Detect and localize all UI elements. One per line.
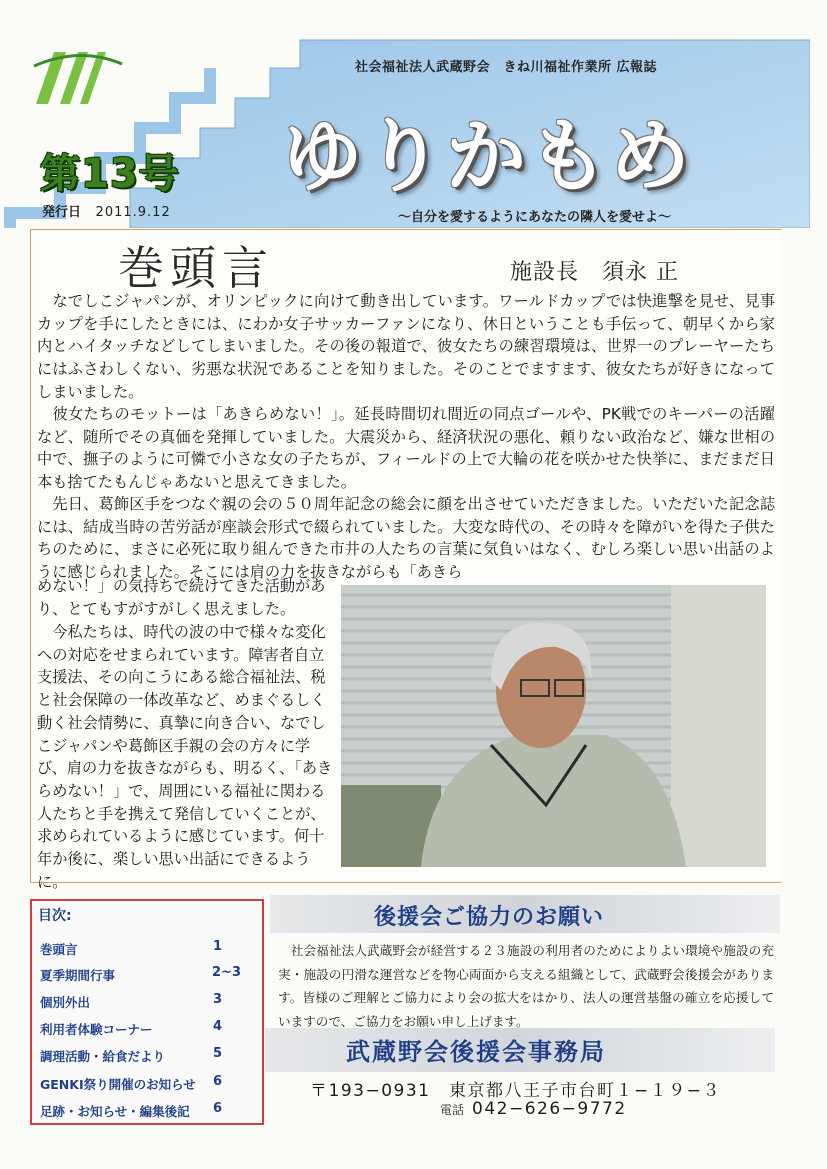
toc-item-label: 足跡・お知らせ・編集後記 [40, 1104, 190, 1119]
office-address: 〒193−0931 東京都八王子市台町１−１９−３ [310, 1081, 721, 1101]
toc-item-page: 3 [213, 992, 223, 1007]
article-author: 施設長 須永 正 [510, 260, 679, 285]
article-heading: 巻頭言 [118, 241, 274, 295]
toc-item-label: 利用者体験コーナー [40, 1022, 153, 1037]
toc-item-page: 6 [213, 1074, 223, 1089]
phone-label: 電話 [440, 1103, 465, 1117]
article-paragraph: 今私たちは、時代の波の中で様々な変化への対応をせまられています。障害者自立支援法、その向こうにある総合福祉法、税と社会保障の一体改革など、めまぐるしく動く社会情勢に、真摯に向き合い、なでしこジャパンや葛飾区手親の会の方々に学び、肩の力を抜きながらも、明るく、「あきらめない！」で、周囲にいる福祉に関わる人たちと手を携えて発信していくことが、求められているように感じています。何十年か後に、楽しい思い出話にできるように。 [37, 623, 333, 891]
newsletter-motto: ～自分を愛するようにあなたの隣人を愛せよ～ [398, 210, 672, 225]
article-paragraph: めない！」の気持ちで続けてきた活動があり、とてもすがすがしく思えました。 [37, 577, 326, 618]
article-paragraph: 先日、葛飾区手をつなぐ親の会の５０周年記念の総会に顔を出させていただきました。いただいた記念誌には、結成当時の苦労話が座談会形式で綴られていました。大変な時代の、その時々を障がいを得た子供たちのために、まさに必死に取り組んできた市井の人たちの言葉に気負いはなく、むしろ楽しい思い出話のように感じられました。そこには肩の力を抜きながらも「あきら [37, 495, 775, 582]
issue-number: 第13号 [40, 151, 180, 197]
speaker-photo [341, 585, 766, 867]
toc-item-label: 個別外出 [40, 995, 91, 1010]
toc-item[interactable] [40, 1047, 165, 1065]
article-paragraph: 彼女たちのモットーは「あきらめない！」。延長時間切れ間近の同点ゴールや、PK戦でのキーパーの活躍など、随所でその真価を発揮していました。大震災から、経済状況の悪化、頼りない政治など、嫌な世相の中で、撫子のように可憐で小さな女の子たちが、フィールドの上で大輪の花を咲かせた快挙に、まだまだ日本も捨てたもんじゃあないと思えてきました。 [37, 405, 775, 492]
toc-item-page: 4 [213, 1019, 223, 1034]
issue-date-label: 発行日 [42, 205, 82, 220]
article-paragraph: なでしこジャパンが、オリンピックに向けて動き出しています。ワールドカップでは快進撃を見せ、見事カップを手にしたときには、にわか女子サッカーファンになり、休日ということも手伝って、朝早くから家内とハイタッチなどしてしまいました。その後の報道で、彼女たちの練習環境は、世界一のプレーヤーたちにはふさわしくない、劣悪な状況であることを知りました。そのことでますます、彼女たちが好きになってしまいました。 [37, 292, 775, 401]
toc-item-label: 巻頭言 [40, 942, 78, 957]
newsletter-title: ゆりかもめ [282, 110, 692, 203]
toc-item-page: 1 [213, 939, 223, 954]
toc-item-label: 調理活動・給食だより [40, 1049, 166, 1064]
toc-item[interactable] [40, 1075, 196, 1093]
toc-item-page: 2~3 [212, 965, 241, 980]
toc-item[interactable] [40, 1102, 190, 1120]
support-description: 社会福祉法人武蔵野会が経営する２３施設の利用者のためによりよい環境や施設の充実・施設の円滑な運営などを物心両面から支える組織として、武蔵野会後援会があります。皆様のご理解とご協力により会の拡大をはかり、法人の運営基盤の確立を応援していますので、ご協力をお願い申し上げます。 [278, 943, 774, 1029]
toc-item-label: GENKI祭り開催のお知らせ [40, 1077, 196, 1092]
office-name: 武蔵野会後援会事務局 [346, 1038, 606, 1066]
toc-item-label: 夏季期間行事 [40, 968, 116, 983]
toc-item-page: 5 [213, 1046, 223, 1061]
office-phone [440, 1099, 627, 1119]
organization-name: 社会福祉法人武蔵野会 きね川福祉作業所 広報誌 [355, 60, 658, 75]
toc-item[interactable] [40, 940, 78, 958]
toc-item-page: 6 [213, 1101, 223, 1116]
issue-date [42, 201, 171, 220]
logo-icon [30, 44, 125, 112]
toc-item[interactable] [40, 966, 115, 984]
issue-date-value: 2011.9.12 [95, 205, 171, 220]
toc-item[interactable] [40, 1020, 153, 1038]
phone-number: 042−626−9772 [472, 1099, 627, 1119]
toc-item[interactable] [40, 993, 90, 1011]
support-title: 後援会ご協力のお願い [374, 905, 605, 930]
toc-title: 目次: [38, 908, 72, 924]
